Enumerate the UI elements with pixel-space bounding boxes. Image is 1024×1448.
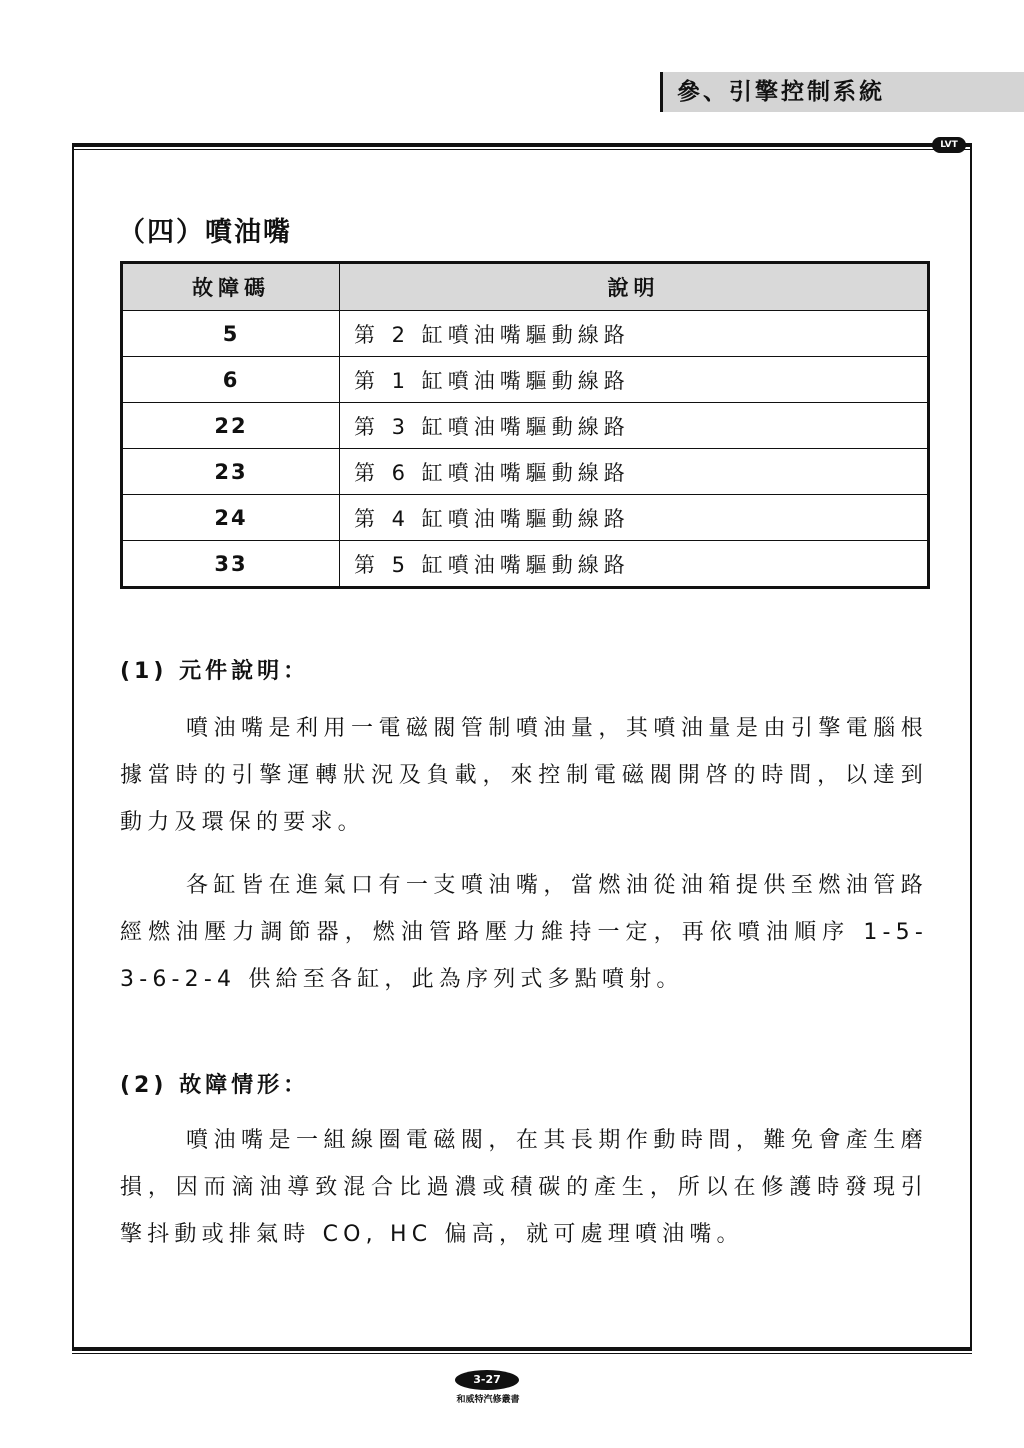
table-row [122,449,929,495]
fault-code: 33 [122,541,340,588]
column-header-code: 故障碼 [122,263,340,311]
chapter-title: 參、引擎控制系統 [677,79,885,105]
fault-description: 第 1 缸噴油嘴驅動線路 [340,357,929,403]
fault-code: 23 [122,449,340,495]
page-number-badge: 3-27 [455,1370,519,1390]
table-row [122,357,929,403]
table-row [122,495,929,541]
section-title: （四）噴油嘴 [118,217,292,248]
bottom-rule-thin [72,1353,972,1354]
component-paragraph-1: 噴油嘴是利用一電磁閥管制噴油量，其噴油量是由引擎電腦根據當時的引擎運轉狀況及負載，來控制電磁閥開啓的時間，以達到動力及環保的要求。 [120,716,928,835]
fault-heading: (2) 故障情形： [120,1073,310,1098]
component-paragraph-2: 各缸皆在進氣口有一支噴油嘴，當燃油從油箱提供至燃油管路經燃油壓力調節器，燃油管路壓力維持一定，再依噴油順序 1-5-3-6-2-4 供給至各缸，此為序列式多點噴射。 [120,873,928,992]
fault-description: 第 6 缸噴油嘴驅動線路 [340,449,929,495]
table-row [122,541,929,588]
fault-code: 22 [122,403,340,449]
bottom-rule [72,1347,972,1351]
fault-code: 6 [122,357,340,403]
column-header-description: 說明 [340,263,929,311]
fault-paragraph-1: 噴油嘴是一組線圈電磁閥，在其長期作動時間，難免會產生磨損，因而滴油導致混合比過濃或積碳的產生，所以在修護時發現引擎抖動或排氣時 CO, HC 偏高，就可處理噴油嘴。 [120,1128,928,1247]
publisher-name: 和威特汽修叢書 [456,1395,520,1405]
table-header-row [122,263,929,311]
chapter-header [660,72,1024,112]
fault-description: 第 4 缸噴油嘴驅動線路 [340,495,929,541]
table-row [122,311,929,357]
table-row [122,403,929,449]
component-heading: (1) 元件說明： [120,659,310,684]
publisher-logo-badge: LVT [932,137,966,153]
fault-code: 5 [122,311,340,357]
fault-code-table [120,261,930,589]
fault-description: 第 5 缸噴油嘴驅動線路 [340,541,929,588]
fault-description: 第 3 缸噴油嘴驅動線路 [340,403,929,449]
fault-description: 第 2 缸噴油嘴驅動線路 [340,311,929,357]
fault-code: 24 [122,495,340,541]
